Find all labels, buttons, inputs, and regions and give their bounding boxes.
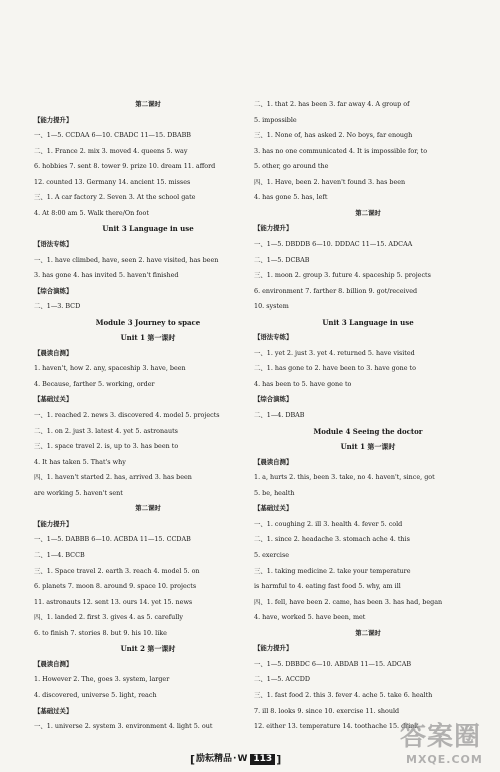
answer-line: 1. However 2. The, goes 3. system, larger xyxy=(34,675,170,684)
answer-line: 四、1. fell, have been 2. came, has been 3. has had, began xyxy=(254,597,443,606)
answer-line: 四、1. Have, been 2. haven't found 3. has been xyxy=(254,177,406,186)
section-heading: 【语法专练】 xyxy=(34,240,73,248)
answer-line: 二、1. since 2. headache 3. stomach ache 4. this xyxy=(254,535,410,544)
watermark-text: 答案圈 xyxy=(400,722,482,752)
section-heading: 【晨读自测】 xyxy=(34,659,73,668)
answer-line: 4. Because, farther 5. working, order xyxy=(34,379,155,388)
answer-line: 二、1—3. BCD xyxy=(34,302,81,311)
answer-line: 6. environment 7. farther 8. billion 9. got/received xyxy=(254,286,418,295)
answer-line: 5. exercise xyxy=(254,551,290,559)
lesson-heading: Unit 2 第一课时 xyxy=(120,644,176,654)
answer-line: 一、1. universe 2. system 3. environment 4. light 5. out xyxy=(34,722,213,730)
watermark-url: MXQE.COM xyxy=(406,753,483,766)
answer-line: 二、1—4. BCCB xyxy=(34,551,85,559)
footer-brand: 励耘精品 xyxy=(196,753,233,764)
section-heading: 【基础过关】 xyxy=(254,504,293,513)
section-heading: 【能力提升】 xyxy=(254,224,293,233)
answer-line: 二、1—5. ACCDD xyxy=(254,675,311,684)
page-footer xyxy=(190,752,281,766)
lesson-heading: Unit 3 Language in use xyxy=(322,317,414,327)
answer-line: 6. to finish 7. stories 8. but 9. his 10. like xyxy=(34,628,167,637)
section-heading: 【语法专练】 xyxy=(254,333,293,342)
answer-line: 二、1—4. DBAB xyxy=(254,411,305,419)
footer-separator: · xyxy=(233,753,237,764)
answer-line: 一、1. have climbed, have, seen 2. have visited, has been xyxy=(34,255,219,264)
answer-line: 12. counted 13. Germany 14. ancient 15. misses xyxy=(34,177,191,186)
answer-line: 一、1. coughing 2. ill 3. health 4. fever 5. cold xyxy=(254,519,403,528)
answer-line: 4. has gone 5. has, left xyxy=(254,193,328,202)
section-heading: 【基础过关】 xyxy=(34,706,73,715)
section-heading: 【能力提升】 xyxy=(254,644,293,653)
answer-line: 4. It has taken 5. That's why xyxy=(34,457,126,466)
answer-line: 二、1—5. DCBAB xyxy=(254,255,310,264)
answer-line: 一、1—5. DBBDC 6—10. ABDAB 11—15. ADCAB xyxy=(254,659,412,668)
answer-line: 12. either 13. temperature 14. toothache 15. drink xyxy=(254,722,419,730)
lesson-heading: 第二课时 xyxy=(135,504,161,513)
answer-line: 四、1. haven't started 2. has, arrived 3. has been xyxy=(34,473,192,482)
answer-line: 1. a, hurts 2. this, been 3. take, no 4. haven't, since, got xyxy=(254,473,435,482)
answer-line: 三、1. moon 2. group 3. future 4. spaceship 5. projects xyxy=(254,271,431,280)
answer-line: 6. hobbies 7. sent 8. tower 9. prize 10. dream 11. afford xyxy=(34,162,216,171)
answer-line: 5. other, go around the xyxy=(254,162,329,171)
answer-line: 二、1. has gone to 2. have been to 3. have gone to xyxy=(254,364,416,373)
answer-line: 1. haven't, how 2. any, spaceship 3. have, been xyxy=(34,364,186,373)
right-column xyxy=(254,0,482,772)
lesson-heading: 第二课时 xyxy=(355,628,381,637)
answer-line: 二、1. on 2. just 3. latest 4. yet 5. astronauts xyxy=(34,426,178,435)
answer-line: 5. be, health xyxy=(254,488,295,497)
lesson-heading: Unit 1 第一课时 xyxy=(340,442,396,452)
answer-line: 5. impossible xyxy=(254,115,297,124)
answer-line: 三、1. space travel 2. is, up to 3. has been to xyxy=(34,442,179,451)
answer-line: 3. has no one communicated 4. It is impossible for, to xyxy=(254,146,428,155)
lesson-heading: Unit 1 第一课时 xyxy=(120,333,176,343)
section-heading: 【基础过关】 xyxy=(34,395,73,404)
answer-line: 三、1. Space travel 2. earth 3. reach 4. model 5. on xyxy=(34,566,200,575)
footer-right-bracket: ] xyxy=(276,752,282,766)
answer-line: 4. have, worked 5. have been, met xyxy=(254,613,366,622)
answer-line: 四、1. landed 2. first 3. gives 4. as 5. carefully xyxy=(34,613,183,622)
answer-line: is harmful to 4. eating fast food 5. why, am ill xyxy=(254,582,401,590)
lesson-heading: Module 3 Journey to space xyxy=(95,317,201,327)
answer-line: 一、1—5. DABBB 6—10. ACBDA 11—15. CCDAB xyxy=(34,535,191,544)
answer-line: 10. system xyxy=(254,302,289,311)
answer-line: 一、1—5. CCDAA 6—10. CBADC 11—15. DBABB xyxy=(34,131,191,140)
answer-line: are working 5. haven't sent xyxy=(34,488,123,497)
answer-line: 一、1. yet 2. just 3. yet 4. returned 5. have visited xyxy=(254,348,415,357)
answer-line: 三、1. taking medicine 2. take your temperature xyxy=(254,566,411,575)
section-heading: 【能力提升】 xyxy=(34,115,73,124)
section-heading: 【综合演练】 xyxy=(34,286,73,295)
answer-line: 4. has been to 5. have gone to xyxy=(254,379,352,388)
lesson-heading: 第二课时 xyxy=(355,208,381,217)
answer-line: 6. planets 7. moon 8. around 9. space 10. projects xyxy=(34,582,197,590)
answer-line: 一、1—5. DBDDB 6—10. DDDAC 11—15. ADCAA xyxy=(254,240,413,248)
answer-line: 一、1. reached 2. news 3. discovered 4. model 5. projects xyxy=(34,411,220,419)
lesson-heading: Module 4 Seeing the doctor xyxy=(313,426,423,436)
answer-line: 4. At 8:00 am 5. Walk there/On foot xyxy=(34,208,149,217)
answer-line: 二、1. that 2. has been 3. far away 4. A group of xyxy=(254,100,410,108)
section-heading: 【晨读自测】 xyxy=(254,457,293,466)
answer-line: 三、1. A car factory 2. Seven 3. At the school gate xyxy=(34,193,196,202)
answer-line: 7. ill 8. looks 9. since 10. exercise 11. should xyxy=(254,706,400,715)
answer-line: 二、1. France 2. mix 3. moved 4. queens 5. way xyxy=(34,146,188,155)
section-heading: 【晨读自测】 xyxy=(34,348,73,357)
answer-line: 三、1. None of, has asked 2. No boys, far enough xyxy=(254,131,413,140)
answer-line: 4. discovered, universe 5. light, reach xyxy=(34,690,157,699)
answer-line: 11. astronauts 12. sent 13. ours 14. yet 15. news xyxy=(34,597,193,606)
answer-line: 3. has gone 4. has invited 5. haven't finished xyxy=(34,271,179,280)
section-heading: 【能力提升】 xyxy=(34,519,73,528)
lesson-heading: 第二课时 xyxy=(135,100,161,108)
page-number: 113 xyxy=(250,754,275,765)
lesson-heading: Unit 3 Language in use xyxy=(102,224,194,234)
footer-left-bracket: [ xyxy=(190,752,196,766)
watermark-logo xyxy=(400,724,492,768)
answer-line: 三、1. fast food 2. this 3. fever 4. ache 5. take 6. health xyxy=(254,690,433,699)
footer-series-code: W xyxy=(237,753,248,764)
section-heading: 【综合演练】 xyxy=(254,395,293,404)
left-column xyxy=(34,0,262,772)
